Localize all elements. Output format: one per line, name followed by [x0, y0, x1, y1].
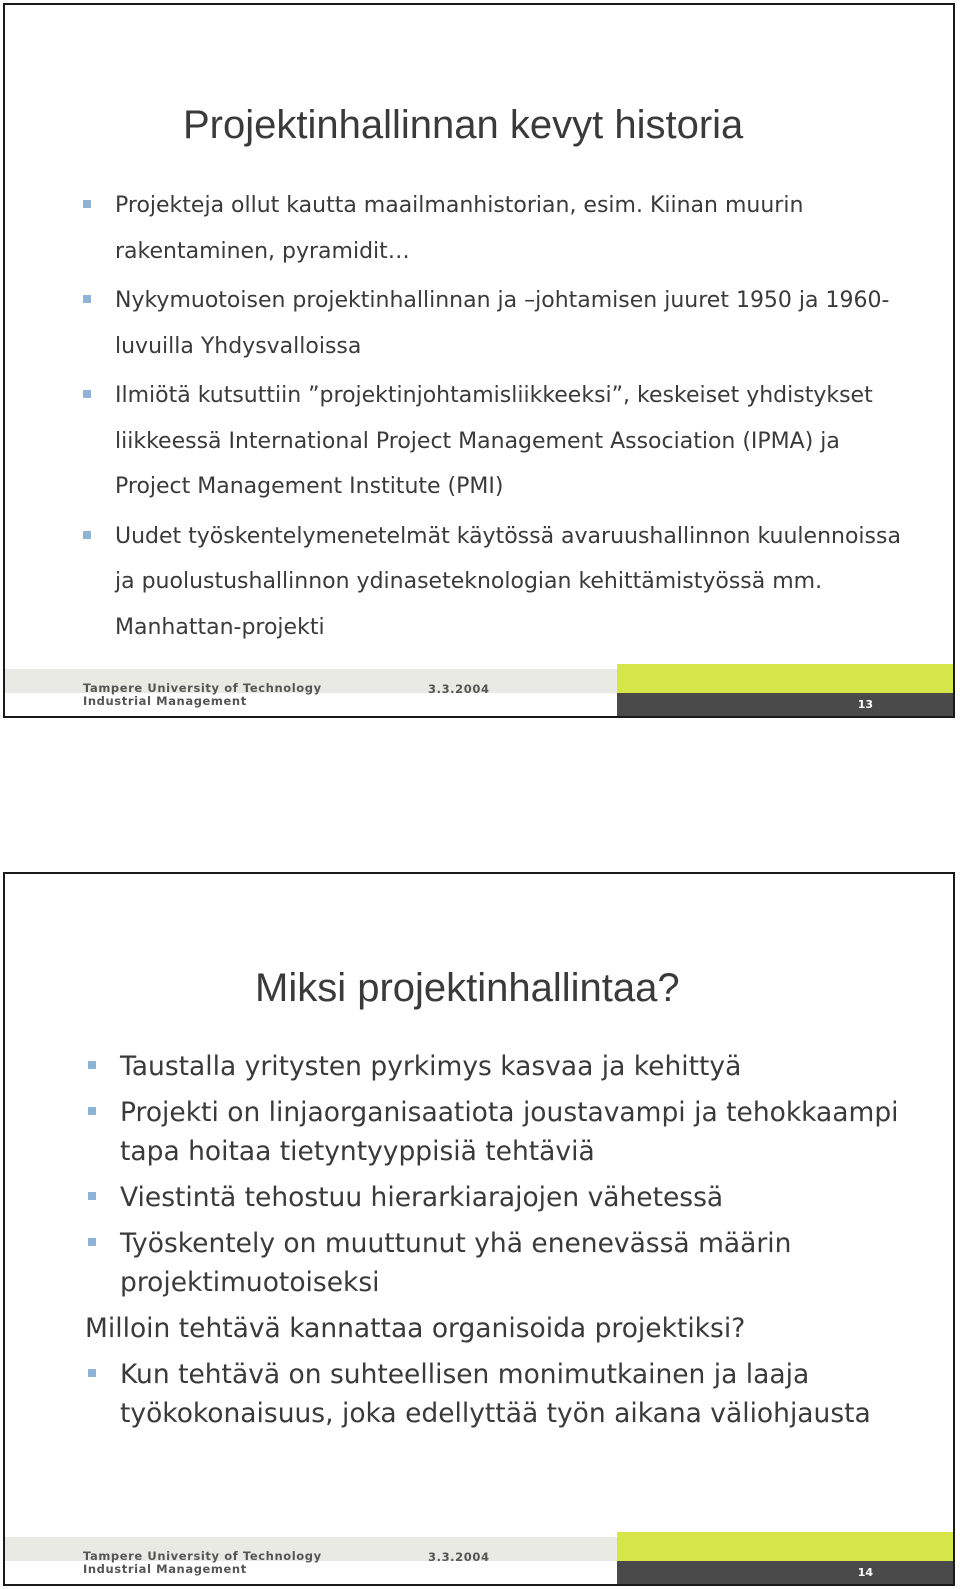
- square-bullet-icon: [83, 295, 91, 303]
- footer-organization: [83, 682, 322, 708]
- square-bullet-icon: [88, 1369, 96, 1377]
- footer-university: Tampere University of Technology: [83, 1549, 322, 1563]
- bullet-list: [85, 1047, 925, 1440]
- footer-organization: [83, 1550, 322, 1576]
- square-bullet-icon: [88, 1061, 96, 1069]
- bullet-text: Ilmiötä kutsuttiin ”projektinjohtamisliikkeeksi”, keskeiset yhdistykset liikkeessä International Project Management Association (IPMA) ja Project Management Institute (PMI): [115, 383, 873, 499]
- page-number: 13: [857, 698, 873, 711]
- bullet-text: Viestintä tehostuu hierarkiarajojen vähetessä: [120, 1182, 724, 1213]
- slide-13: [3, 3, 955, 718]
- slide-footer: [5, 1532, 953, 1584]
- footer-department: Industrial Management: [83, 1562, 247, 1576]
- slide-footer: [5, 664, 953, 716]
- bullet-text: Työskentely on muuttunut yhä enenevässä määrin projektimuotoiseksi: [120, 1228, 792, 1298]
- bullet-text: Projekti on linjaorganisaatiota joustavampi ja tehokkaampi tapa hoitaa tietyntyyppisiä tehtäviä: [120, 1097, 899, 1167]
- bullet-text: Nykymuotoisen projektinhallinnan ja –johtamisen juuret 1950 ja 1960-luvuilla Yhdysvalloissa: [115, 288, 890, 359]
- square-bullet-icon: [83, 531, 91, 539]
- page-number: 14: [857, 1566, 873, 1579]
- square-bullet-icon: [83, 200, 91, 208]
- square-bullet-icon: [88, 1192, 96, 1200]
- square-bullet-icon: [83, 390, 91, 398]
- bullet-text: Kun tehtävä on suhteellisen monimutkainen ja laaja työkokonaisuus, joka edellyttää työn aikana väliohjausta: [120, 1359, 871, 1429]
- bullet-text: Projekteja ollut kautta maailmanhistorian, esim. Kiinan muurin rakentaminen, pyramidit…: [115, 193, 804, 264]
- square-bullet-icon: [88, 1238, 96, 1246]
- slide-title: Miksi projektinhallintaa?: [255, 966, 680, 1010]
- slide-14: [3, 872, 955, 1586]
- bullet-list: [80, 183, 920, 654]
- bullet-text: Uudet työskentelymenetelmät käytössä avaruushallinnon kuulennoissa ja puolustushallinnon ydinaseteknologian kehittämistyössä mm. Manhattan-projekti: [115, 523, 901, 640]
- question-text: Milloin tehtävä kannattaa organisoida projektiksi?: [85, 1313, 746, 1344]
- footer-accent-green: [617, 664, 953, 693]
- bullet-item: [85, 1047, 925, 1086]
- bullet-item: [80, 514, 920, 651]
- bullet-item: [80, 373, 920, 510]
- bullet-item: [85, 1093, 925, 1171]
- bullet-item: [80, 278, 920, 369]
- bullet-item: [85, 1355, 925, 1433]
- footer-department: Industrial Management: [83, 694, 247, 708]
- bullet-text: Taustalla yritysten pyrkimys kasvaa ja kehittyä: [120, 1051, 742, 1082]
- footer-accent-dark: [617, 1561, 953, 1584]
- footer-accent-green: [617, 1532, 953, 1561]
- square-bullet-icon: [88, 1107, 96, 1115]
- bullet-item: [85, 1178, 925, 1217]
- footer-university: Tampere University of Technology: [83, 681, 322, 695]
- footer-date: 3.3.2004: [428, 682, 490, 696]
- bullet-item: [85, 1224, 925, 1302]
- slide-title: Projektinhallinnan kevyt historia: [183, 103, 744, 147]
- footer-date: 3.3.2004: [428, 1550, 490, 1564]
- question-line: [85, 1309, 925, 1348]
- bullet-item: [80, 183, 920, 274]
- footer-accent-dark: [617, 693, 953, 716]
